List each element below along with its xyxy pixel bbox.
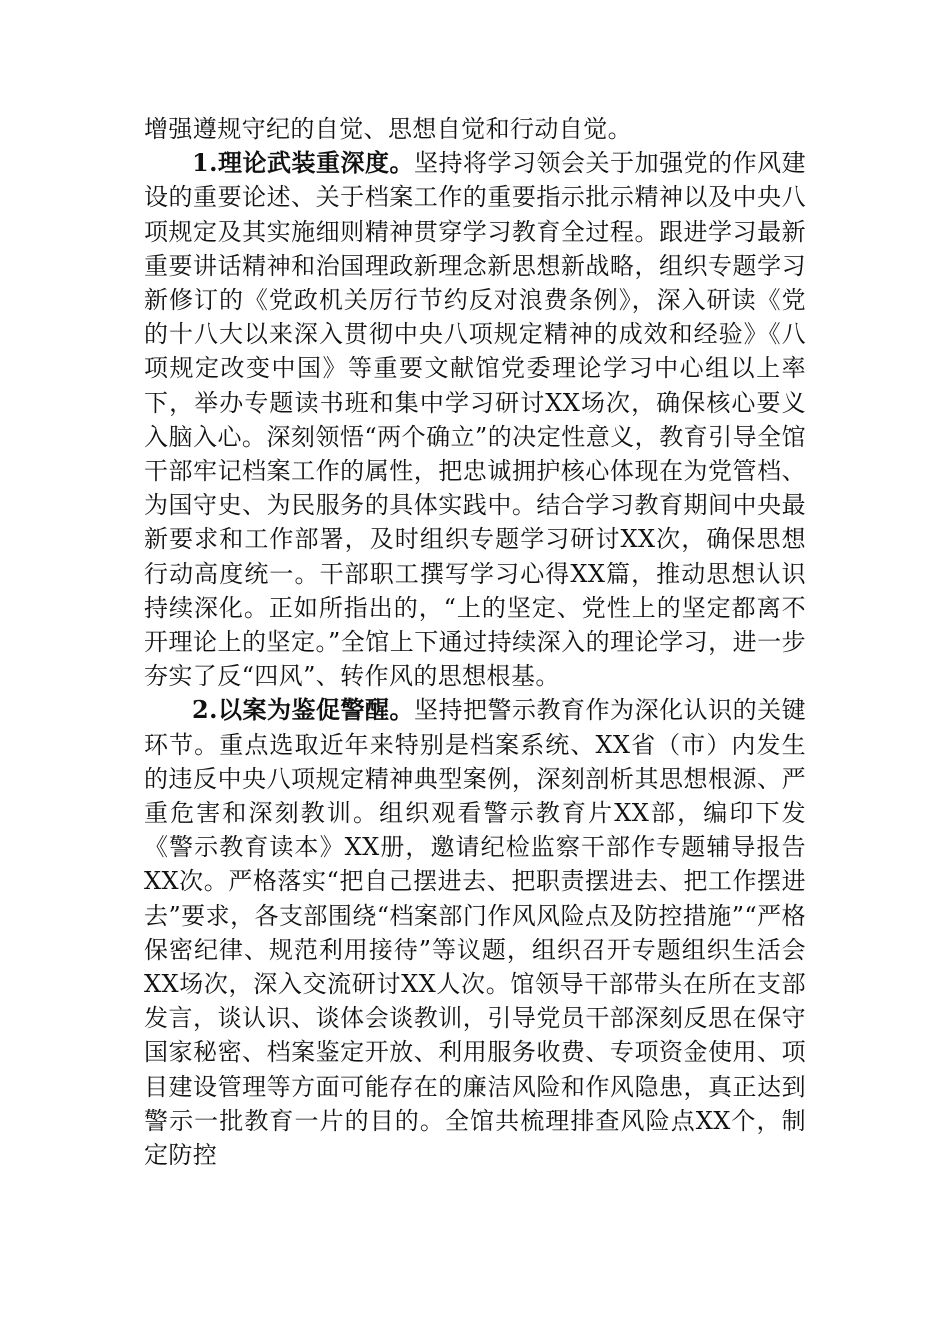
- paragraph-text: 坚持把警示教育作为深化认识的关键环节。重点选取近年来特别是档案系统、XX省（市）内发生的违反中央八项规定精神典型案例，深刻剖析其思想根源、严重危害和深刻教训。组织观看警示教育片XX部，编印下发《警示教育读本》XX册，邀请纪检监察干部作专题辅导报告XX次。严格落实“把自己摆进去、把职责摆进去、把工作摆进去”要求，各支部围绕“档案部门作风风险点及防控措施”“严格保密纪律、规范利用接待”等议题，组织召开专题组织生活会XX场次，深入交流研讨XX人次。馆领导干部带头在所在支部发言，谈认识、谈体会谈教训，引导党员干部深刻反思在保守国家秘密、档案鉴定开放、利用服务收费、专项资金使用、项目建设管理等方面可能存在的廉洁风险和作风隐患，真正达到警示一批教育一片的目的。全馆共梳理排查风险点XX个，制定防控: [144, 696, 806, 1170]
- paragraph-text: 坚持将学习领会关于加强党的作风建设的重要论述、关于档案工作的重要指示批示精神以及中央八项规定及其实施细则精神贯穿学习教育全过程。跟进学习最新重要讲话精神和治国理政新理念新思想新战略，组织专题学习新修订的《党政机关厉行节约反对浪费条例》，深入研读《党的十八大以来深入贯彻中央八项规定精神的成效和经验》《八项规定改变中国》等重要文献馆党委理论学习中心组以上率下，举办专题读书班和集中学习研讨XX场次，确保核心要义入脑入心。深刻领悟“两个确立”的决定性意义，教育引导全馆干部牢记档案工作的属性，把忠诚拥护核心体现在为党管档、为国守史、为民服务的具体实践中。结合学习教育期间中央最新要求和工作部署，及时组织专题学习研讨XX次，确保思想行动高度统一。干部职工撰写学习心得XX篇，推动思想认识持续深化。正如所指出的，“上的坚定、党性上的坚定都离不开理论上的坚定。”全馆上下通过持续深入的理论学习，进一步夯实了反“四风”、转作风的思想根基。: [144, 149, 806, 691]
- paragraph-text: 增强遵规守纪的自觉、思想自觉和行动自觉。: [144, 115, 632, 143]
- paragraph-heading: 1.理论武装重深度。: [192, 148, 415, 178]
- paragraph-heading: 2.以案为鉴促警醒。: [192, 695, 415, 725]
- document-body: [144, 112, 806, 1172]
- paragraph-warning-education: [144, 693, 806, 1172]
- paragraph-theory-study: [144, 146, 806, 693]
- paragraph-intro-continuation: [144, 112, 806, 146]
